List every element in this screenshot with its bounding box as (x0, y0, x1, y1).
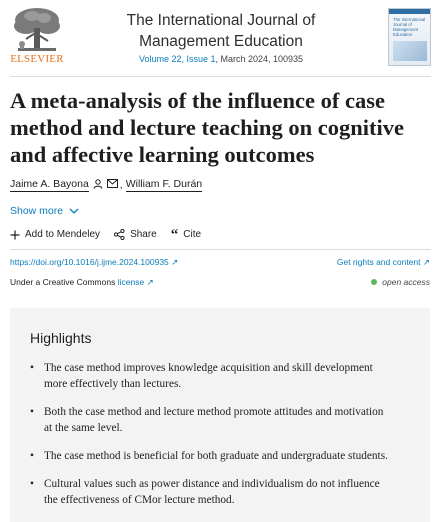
license-prefix: Under a Creative Commons (10, 277, 118, 287)
share-icon (114, 229, 125, 240)
external-link-icon: ↗ (171, 257, 179, 267)
list-item: • The case method is beneficial for both graduate and undergraduate students. (30, 448, 390, 464)
publisher-name: ELSEVIER (10, 53, 64, 65)
doi-link[interactable] (10, 257, 178, 268)
highlights-list (30, 360, 390, 520)
share-label: Share (130, 229, 157, 240)
external-link-icon: ↗ (422, 257, 430, 267)
envelope-icon[interactable] (107, 179, 118, 191)
journal-title[interactable]: The International Journal of Management Education (126, 12, 316, 50)
chevron-down-icon (69, 208, 79, 214)
license-note (10, 277, 154, 288)
author-link[interactable]: William F. Durán (125, 178, 203, 190)
open-access-badge (371, 277, 430, 287)
author-link[interactable]: Jaime A. Bayona (10, 178, 89, 190)
list-item: • Cultural values such as power distance and individualism do not influence the effectiveness of CMor lecture method. (30, 476, 390, 508)
plus-icon (10, 230, 20, 240)
quote-icon: “ (170, 226, 179, 243)
highlights-panel (10, 308, 430, 522)
get-rights-link[interactable] (337, 257, 430, 268)
volume-issue-link[interactable]: Volume 22, Issue 1 (138, 54, 216, 64)
highlights-title: Highlights (30, 330, 92, 346)
cover-art (393, 41, 427, 61)
share-button[interactable] (114, 229, 157, 240)
journal-meta (80, 54, 362, 64)
cover-bar (389, 9, 430, 14)
article-actions (10, 226, 202, 243)
add-to-mendeley-button[interactable] (10, 229, 100, 240)
divider (10, 249, 431, 250)
author-list (10, 178, 202, 192)
doi-text: https://doi.org/10.1016/j.ijme.2024.100935 (10, 257, 169, 267)
cover-title: The International Journal of Management Education (393, 17, 426, 37)
external-link-icon: ↗ (146, 277, 154, 287)
show-more-label: Show more (10, 205, 64, 217)
list-item: • Both the case method and lecture method promote attitudes and motivation at the same level. (30, 404, 390, 436)
add-label: Add to Mendeley (25, 229, 101, 240)
rights-text: Get rights and content (336, 257, 421, 267)
divider (10, 76, 431, 77)
open-access-dot-icon (371, 279, 377, 285)
license-link[interactable]: license (117, 277, 145, 287)
issue-date: , March 2024, 100935 (215, 54, 304, 64)
cite-label: Cite (183, 229, 202, 240)
open-access-label: open access (382, 277, 430, 287)
journal-header (0, 0, 441, 76)
cite-button[interactable] (170, 226, 202, 243)
journal-cover-thumbnail[interactable] (388, 8, 431, 66)
show-more-button[interactable] (10, 205, 79, 217)
list-item: • The case method improves knowledge acquisition and skill development more effectively than lectures. (30, 360, 390, 392)
tree-icon (10, 6, 64, 54)
article-title: A meta-analysis of the influence of case method and lecture teaching on cognitive and affective learning outcomes (10, 88, 404, 167)
person-icon[interactable] (93, 179, 103, 192)
author-separator: , (119, 179, 123, 191)
